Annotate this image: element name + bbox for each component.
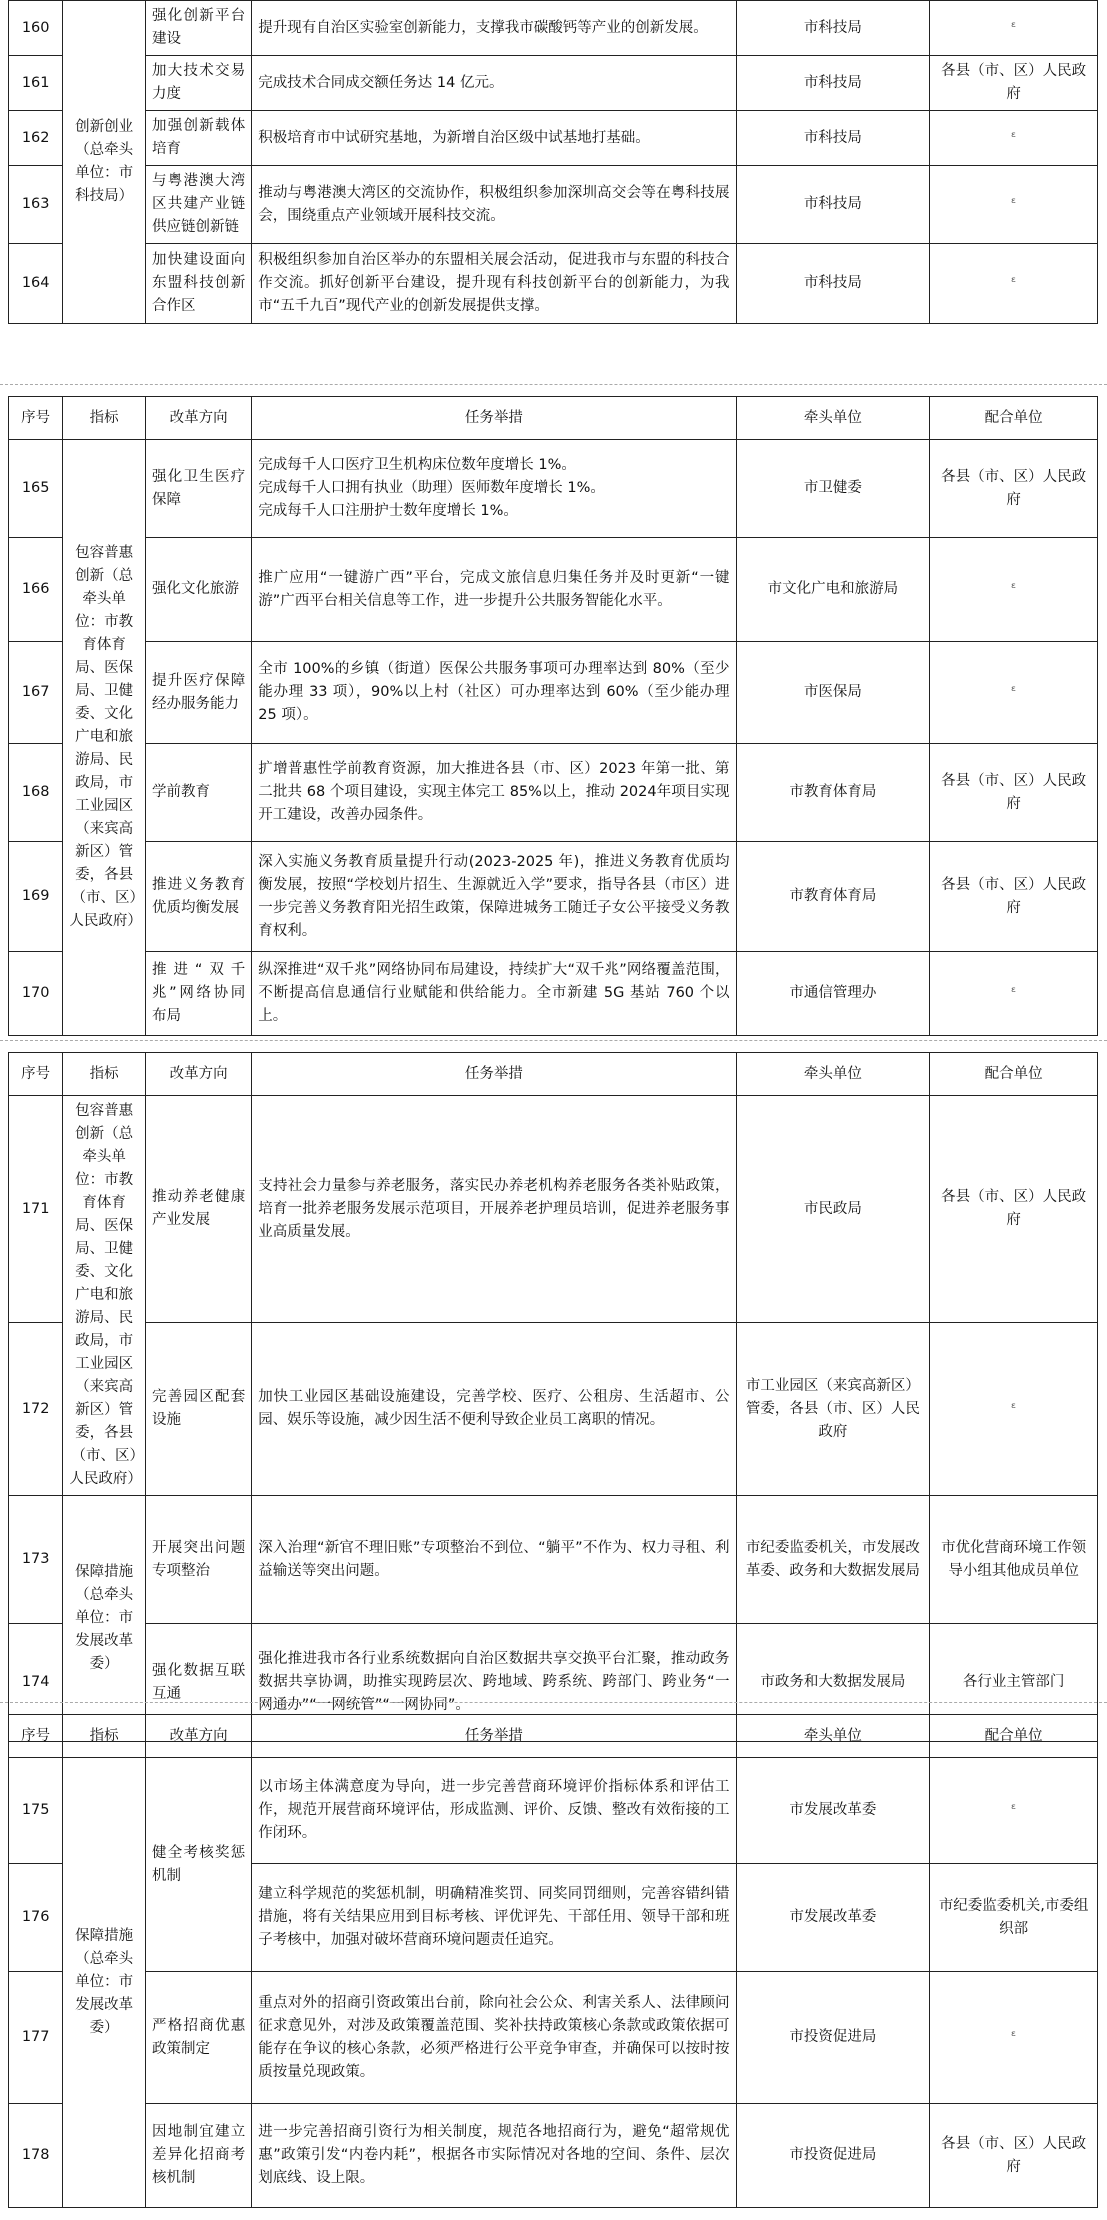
reform-direction: 加大技术交易力度 (146, 56, 252, 111)
reform-direction: 强化创新平台建设 (146, 1, 252, 56)
lead-unit: 市科技局 (736, 1, 930, 56)
task-measure: 强化推进我市各行业系统数据向自治区数据共享交换平台汇聚，推动政务数据共享协调，助推实现跨层次、跨地域、跨系统、跨部门、跨业务“一网通办”“一网统管”“一网协同”。 (252, 1624, 736, 1742)
table-row (9, 111, 1098, 166)
row-number: 171 (9, 1096, 63, 1323)
lead-unit: 市投资促进局 (736, 1972, 930, 2104)
reform-direction: 严格招商优惠政策制定 (146, 1972, 252, 2104)
table-row (9, 1323, 1098, 1496)
table-row (9, 440, 1098, 538)
table-row (9, 1096, 1098, 1323)
coop-unit: 各县（市、区）人民政府 (930, 56, 1098, 111)
lead-unit: 市科技局 (736, 56, 930, 111)
table-row (9, 244, 1098, 324)
reform-direction: 健全考核奖惩机制 (146, 1758, 252, 1972)
row-number: 166 (9, 538, 63, 642)
indicator-cell: 保障措施（总牵头单位：市发展改革委） (63, 1496, 146, 1742)
header-measures: 任务举措 (252, 397, 736, 440)
table-row (9, 642, 1098, 744)
coop-unit: ᵋ (930, 1323, 1098, 1496)
header-no: 序号 (9, 397, 63, 440)
indicator-cell: 包容普惠创新（总牵头单位：市教育体育局、医保局、卫健委、文化广电和旅游局、民政局，市工业园区（来宾高新区）管委，各县（市、区）人民政府） (63, 1096, 146, 1496)
lead-unit: 市教育体育局 (736, 744, 930, 842)
coop-unit: 各行业主管部门 (930, 1624, 1098, 1742)
lead-unit: 市通信管理办 (736, 952, 930, 1036)
table-row (9, 1, 1098, 56)
row-number: 160 (9, 1, 63, 56)
header-no: 序号 (9, 1715, 63, 1758)
coop-unit: 各县（市、区）人民政府 (930, 2104, 1098, 2208)
task-measure: 深入治理“新官不理旧账”专项整治不到位、“躺平”不作为、权力寻租、利益输送等突出问题。 (252, 1496, 736, 1624)
lead-unit: 市文化广电和旅游局 (736, 538, 930, 642)
lead-unit: 市发展改革委 (736, 1758, 930, 1864)
header-indicator: 指标 (63, 1715, 146, 1758)
table-row (9, 1496, 1098, 1624)
table-row (9, 842, 1098, 952)
row-number: 177 (9, 1972, 63, 2104)
table-section-1 (8, 0, 1098, 324)
header-indicator: 指标 (63, 397, 146, 440)
task-measure: 提升现有自治区实验室创新能力，支撑我市碳酸钙等产业的创新发展。 (252, 1, 736, 56)
row-number: 178 (9, 2104, 63, 2208)
task-measure: 支持社会力量参与养老服务，落实民办养老机构养老服务各类补贴政策，培育一批养老服务发展示范项目，开展养老护理员培训，促进养老服务事业高质量发展。 (252, 1096, 736, 1323)
task-measure: 进一步完善招商引资行为相关制度，规范各地招商行为，避免“超常规优惠”政策引发“内卷内耗”，根据各市实际情况对各地的空间、条件、层次划底线、设上限。 (252, 2104, 736, 2208)
row-number: 175 (9, 1758, 63, 1864)
header-measures: 任务举措 (252, 1715, 736, 1758)
row-number: 174 (9, 1624, 63, 1742)
reform-direction: 加快建设面向东盟科技创新合作区 (146, 244, 252, 324)
table-header-row (9, 1053, 1098, 1096)
coop-unit: ᵋ (930, 111, 1098, 166)
table-header-row (9, 1715, 1098, 1758)
task-measure: 加快工业园区基础设施建设，完善学校、医疗、公租房、生活超市、公园、娱乐等设施，减少因生活不便利导致企业员工离职的情况。 (252, 1323, 736, 1496)
coop-unit: 各县（市、区）人民政府 (930, 440, 1098, 538)
header-coop: 配合单位 (930, 1715, 1098, 1758)
page-break (0, 1040, 1107, 1041)
coop-unit: ᵋ (930, 1972, 1098, 2104)
row-number: 162 (9, 111, 63, 166)
reform-direction: 提升医疗保障经办服务能力 (146, 642, 252, 744)
task-measure: 建立科学规范的奖惩机制，明确精准奖罚、同奖同罚细则，完善容错纠错措施，将有关结果应用到目标考核、评优评先、干部任用、领导干部和班子考核中，加强对破坏营商环境问题责任追究。 (252, 1864, 736, 1972)
lead-unit: 市发展改革委 (736, 1864, 930, 1972)
row-number: 165 (9, 440, 63, 538)
task-measure: 以市场主体满意度为导向，进一步完善营商环境评价指标体系和评估工作，规范开展营商环境评估，形成监测、评价、反馈、整改有效衔接的工作闭环。 (252, 1758, 736, 1864)
header-direction: 改革方向 (146, 397, 252, 440)
task-measure: 重点对外的招商引资政策出台前，除向社会公众、利害关系人、法律顾问征求意见外，对涉及政策覆盖范围、奖补扶持政策核心条款或政策依据可能存在争议的核心条款，必须严格进行公平竞争审查，并确保可以按时按质按量兑现政策。 (252, 1972, 736, 2104)
task-measure: 完成技术合同成交额任务达 14 亿元。 (252, 56, 736, 111)
row-number: 168 (9, 744, 63, 842)
table-row (9, 744, 1098, 842)
table-header-row (9, 397, 1098, 440)
reform-direction: 推进“双千兆”网络协同布局 (146, 952, 252, 1036)
row-number: 170 (9, 952, 63, 1036)
lead-unit: 市纪委监委机关，市发展改革委、政务和大数据发展局 (736, 1496, 930, 1624)
page-break (0, 1702, 1107, 1703)
coop-unit: ᵋ (930, 1758, 1098, 1864)
row-number: 161 (9, 56, 63, 111)
reform-direction: 强化文化旅游 (146, 538, 252, 642)
row-number: 164 (9, 244, 63, 324)
measure-line: 完成每千人口医疗卫生机构床位数年度增长 1%。 (258, 457, 576, 473)
coop-unit: 各县（市、区）人民政府 (930, 744, 1098, 842)
reform-direction: 强化卫生医疗保障 (146, 440, 252, 538)
task-measure: 推动与粤港澳大湾区的交流协作，积极组织参加深圳高交会等在粤科技展会，围绕重点产业领域开展科技交流。 (252, 166, 736, 244)
table-row (9, 166, 1098, 244)
coop-unit: ᵋ (930, 538, 1098, 642)
reform-direction: 开展突出问题专项整治 (146, 1496, 252, 1624)
header-no: 序号 (9, 1053, 63, 1096)
measure-line: 完成每千人口注册护士数年度增长 1%。 (258, 503, 518, 519)
reform-direction: 推进义务教育优质均衡发展 (146, 842, 252, 952)
lead-unit: 市科技局 (736, 111, 930, 166)
table-section-3 (8, 1052, 1098, 1742)
reform-direction: 因地制宜建立差异化招商考核机制 (146, 2104, 252, 2208)
lead-unit: 市卫健委 (736, 440, 930, 538)
header-lead: 牵头单位 (736, 1715, 930, 1758)
table-row (9, 1758, 1098, 1864)
header-coop: 配合单位 (930, 1053, 1098, 1096)
table-row (9, 538, 1098, 642)
indicator-cell: 保障措施（总牵头单位：市发展改革委） (63, 1758, 146, 2208)
lead-unit: 市政务和大数据发展局 (736, 1624, 930, 1742)
reform-direction: 完善园区配套设施 (146, 1323, 252, 1496)
coop-unit: 市优化营商环境工作领导小组其他成员单位 (930, 1496, 1098, 1624)
table-section-4 (8, 1714, 1098, 2208)
row-number: 176 (9, 1864, 63, 1972)
coop-unit: ᵋ (930, 952, 1098, 1036)
table-section-2 (8, 396, 1098, 1036)
row-number: 167 (9, 642, 63, 744)
lead-unit: 市科技局 (736, 244, 930, 324)
header-direction: 改革方向 (146, 1715, 252, 1758)
header-lead: 牵头单位 (736, 397, 930, 440)
table-row (9, 1972, 1098, 2104)
reform-direction: 加强创新载体培育 (146, 111, 252, 166)
row-number: 169 (9, 842, 63, 952)
header-lead: 牵头单位 (736, 1053, 930, 1096)
reform-direction: 与粤港澳大湾区共建产业链供应链创新链 (146, 166, 252, 244)
coop-unit: 各县（市、区）人民政府 (930, 842, 1098, 952)
lead-unit: 市投资促进局 (736, 2104, 930, 2208)
indicator-cell: 包容普惠创新（总牵头单位：市教育体育局、医保局、卫健委、文化广电和旅游局、民政局，市工业园区（来宾高新区）管委，各县（市、区）人民政府） (63, 440, 146, 1036)
lead-unit: 市工业园区（来宾高新区）管委，各县（市、区）人民政府 (736, 1323, 930, 1496)
coop-unit: ᵋ (930, 642, 1098, 744)
header-indicator: 指标 (63, 1053, 146, 1096)
coop-unit: 市纪委监委机关,市委组织部 (930, 1864, 1098, 1972)
lead-unit: 市民政局 (736, 1096, 930, 1323)
task-measure: 深入实施义务教育质量提升行动(2023-2025 年)，推进义务教育优质均衡发展，按照“学校划片招生、生源就近入学”要求，指导各县（市区）进一步完善义务教育阳光招生政策，保障进城务工随迁子女公平接受义务教育权利。 (252, 842, 736, 952)
table-row (9, 952, 1098, 1036)
reform-direction: 推动养老健康产业发展 (146, 1096, 252, 1323)
reform-direction: 强化数据互联互通 (146, 1624, 252, 1742)
coop-unit: ᵋ (930, 244, 1098, 324)
row-number: 172 (9, 1323, 63, 1496)
task-measure: 扩增普惠性学前教育资源，加大推进各县（市、区）2023 年第一批、第二批共 68 个项目建设，实现主体完工 85%以上，推动 2024年项目实现开工建设，改善办园条件。 (252, 744, 736, 842)
row-number: 163 (9, 166, 63, 244)
table-row (9, 56, 1098, 111)
header-measures: 任务举措 (252, 1053, 736, 1096)
task-measure: 积极组织参加自治区举办的东盟相关展会活动，促进我市与东盟的科技合作交流。抓好创新平台建设，提升现有科技创新平台的创新能力，为我市“五千九百”现代产业的创新发展提供支撑。 (252, 244, 736, 324)
header-coop: 配合单位 (930, 397, 1098, 440)
coop-unit: ᵋ (930, 166, 1098, 244)
task-measure: 积极培育市中试研究基地，为新增自治区级中试基地打基础。 (252, 111, 736, 166)
coop-unit: ᵋ (930, 1, 1098, 56)
lead-unit: 市教育体育局 (736, 842, 930, 952)
table-row (9, 2104, 1098, 2208)
task-measure (252, 440, 736, 538)
reform-direction: 学前教育 (146, 744, 252, 842)
lead-unit: 市科技局 (736, 166, 930, 244)
header-direction: 改革方向 (146, 1053, 252, 1096)
task-measure: 推广应用“一键游广西”平台，完成文旅信息归集任务并及时更新“一键游”广西平台相关信息等工作，进一步提升公共服务智能化水平。 (252, 538, 736, 642)
lead-unit: 市医保局 (736, 642, 930, 744)
task-measure: 纵深推进“双千兆”网络协同布局建设，持续扩大“双千兆”网络覆盖范围，不断提高信息通信行业赋能和供给能力。全市新建 5G 基站 760 个以上。 (252, 952, 736, 1036)
measure-line: 完成每千人口拥有执业（助理）医师数年度增长 1%。 (258, 480, 605, 496)
page-break (0, 384, 1107, 385)
coop-unit: 各县（市、区）人民政府 (930, 1096, 1098, 1323)
row-number: 173 (9, 1496, 63, 1624)
indicator-cell: 创新创业（总牵头单位：市科技局） (63, 1, 146, 324)
task-measure: 全市 100%的乡镇（街道）医保公共服务事项可办理率达到 80%（至少能办理 33 项），90%以上村（社区）可办理率达到 60%（至少能办理 25 项）。 (252, 642, 736, 744)
